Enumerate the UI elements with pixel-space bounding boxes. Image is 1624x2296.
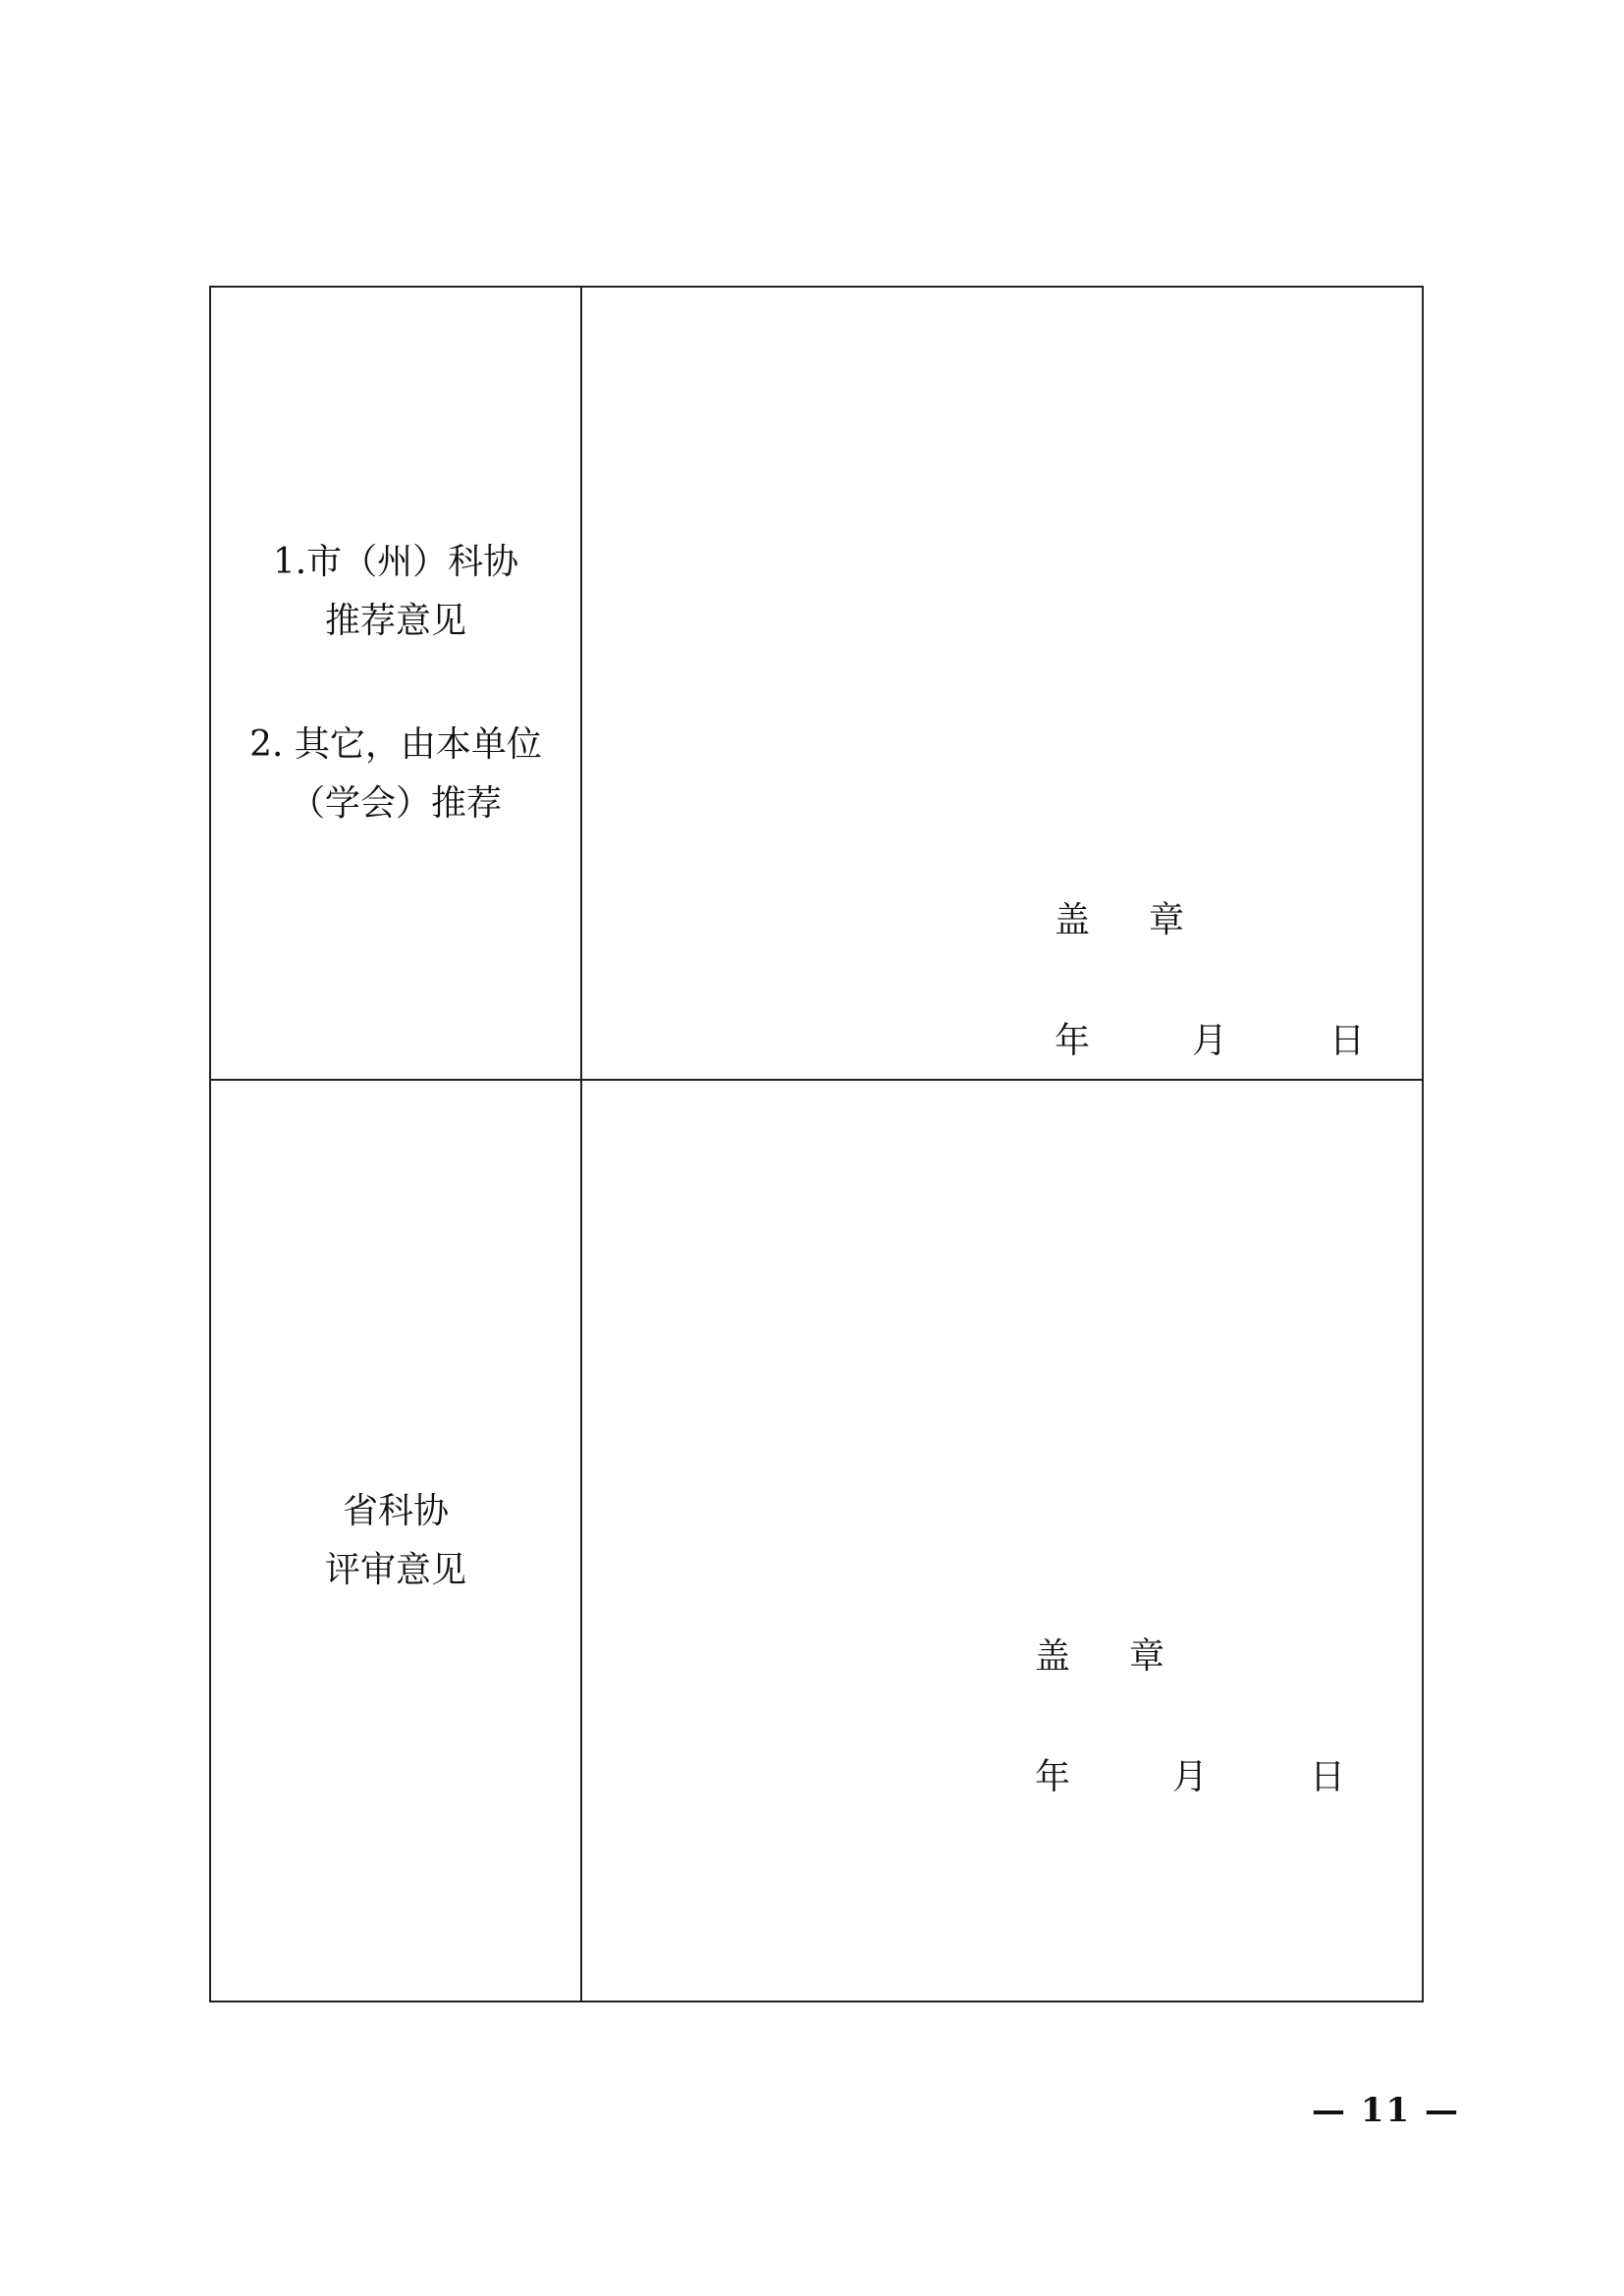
page-number: — 11 — xyxy=(1312,2091,1460,2130)
date-label xyxy=(1035,1749,1345,1799)
date-month-label: 月 xyxy=(1172,1757,1209,1797)
date-year-label: 年 xyxy=(1035,1757,1071,1797)
recommendation-opinion-field[interactable] xyxy=(582,288,1422,1081)
recommendation-label-cell xyxy=(211,288,582,1081)
opinion-form-table xyxy=(209,286,1424,2002)
date-year-label: 年 xyxy=(1055,1021,1091,1061)
label-line: 1.市（州）科协 xyxy=(272,542,519,582)
label-line: 推荐意见 xyxy=(324,601,466,641)
label-line: 评审意见 xyxy=(324,1549,466,1590)
seal-char: 章 xyxy=(1129,1636,1165,1677)
seal-char: 盖 xyxy=(1035,1636,1071,1677)
date-month-label: 月 xyxy=(1192,1021,1228,1061)
seal-label xyxy=(1055,892,1184,942)
seal-label xyxy=(1035,1629,1164,1679)
date-day-label: 日 xyxy=(1329,1021,1366,1061)
date-day-label: 日 xyxy=(1310,1757,1346,1797)
unit-recommendation-label xyxy=(249,716,542,833)
label-line: 省科协 xyxy=(342,1490,449,1531)
date-label xyxy=(1055,1013,1365,1063)
label-line: （学会）推荐 xyxy=(289,783,502,824)
review-opinion-field[interactable] xyxy=(582,1081,1422,2001)
seal-char: 盖 xyxy=(1055,900,1091,940)
provincial-review-label xyxy=(325,1482,466,1600)
seal-char: 章 xyxy=(1149,900,1185,940)
city-recommendation-label xyxy=(273,533,518,651)
review-label-cell xyxy=(211,1081,582,2001)
label-line: 2. 其它，由本单位 xyxy=(249,724,542,765)
